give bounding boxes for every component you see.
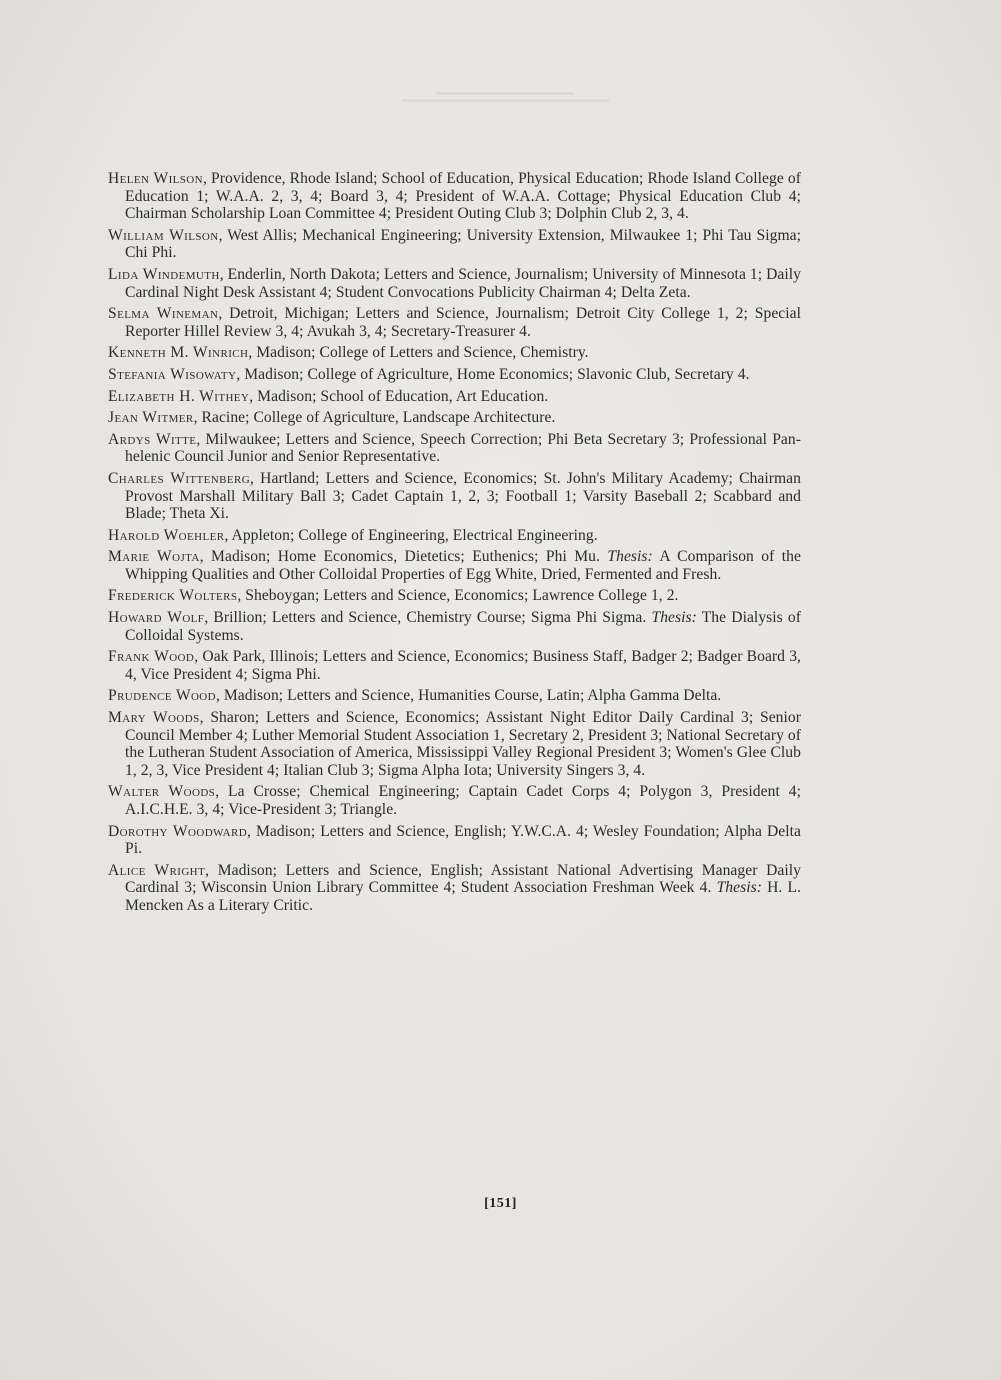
student-name: Howard Wolf: [108, 609, 205, 627]
entry-details: , Madison; College of Agriculture, Home Economics; Slavonic Club, Secretary 4.: [236, 365, 750, 383]
student-name: Frank Wood: [108, 648, 195, 666]
student-name: Jean Witmer: [108, 409, 194, 427]
biography-entry: [108, 170, 801, 223]
biography-entry: [108, 687, 801, 705]
biography-entry: [108, 344, 801, 362]
thesis-label: Thesis:: [716, 879, 762, 897]
entry-details: , Appleton; College of Engineering, Electrical Engineering.: [224, 526, 598, 544]
biography-entry: [108, 609, 801, 644]
biography-entry: [108, 470, 801, 523]
entry-details: , Madison; School of Education, Art Education.: [249, 387, 549, 405]
student-name: Lida Windemuth: [108, 265, 220, 283]
student-name: William Wilson: [108, 226, 219, 244]
entry-details: , Hartland; Letters and Science, Economics; St. John's Military Academy; Chairman Provost Marshall Military Ball 3; Cadet Captain 1, 2, 3; Football 1; Varsity Baseball 2; Scabbard and Blade; Theta Xi.: [125, 469, 801, 523]
student-name: Frederick Wolters: [108, 587, 238, 605]
biography-entry: [108, 366, 801, 384]
bleed-through-header: [390, 88, 620, 108]
thesis-title: The Dialysis of Colloidal Systems.: [125, 609, 802, 644]
biography-entry: [108, 409, 801, 427]
entry-details: , Racine; College of Agriculture, Landscape Architecture.: [193, 409, 556, 427]
biography-entry: [108, 823, 801, 858]
student-name: Alice Wright: [108, 861, 206, 879]
student-name: Ardys Witte: [108, 430, 197, 448]
student-name: Helen Wilson: [108, 170, 203, 187]
entry-details: , Madison; Home Economics, Dietetics; Euthenics; Phi Mu.: [199, 548, 608, 566]
entry-details: , Madison; Letters and Science, English; Assistant National Advertising Manager Daily Cardinal 3; Wisconsin Union Library Committee 4; Student Association Freshman Week 4.: [125, 861, 801, 897]
biography-entry: [108, 587, 801, 605]
entry-details: , Oak Park, Illinois; Letters and Science, Economics; Business Staff, Badger 2; Badger Board 3, 4, Vice President 4; Sigma Phi.: [125, 648, 801, 683]
entry-details: , Enderlin, North Dakota; Letters and Science, Journalism; University of Minnesota 1; Daily Cardinal Night Desk Assistant 4; Student Convocations Publicity Chairman 4; Delta Zeta.: [125, 265, 801, 301]
student-name: Stefania Wisowaty: [108, 365, 237, 383]
entry-details: , Madison; Letters and Science, Humanities Course, Latin; Alpha Gamma Delta.: [215, 687, 722, 705]
thesis-title: A Comparison of the Whipping Qualities and Other Colloidal Properties of Egg White, Dried, Fermented and Fresh.: [125, 548, 801, 583]
thesis-title: H. L. Mencken As a Literary Critic.: [125, 879, 802, 914]
biography-entry: [108, 783, 801, 818]
entry-details: , Milwaukee; Letters and Science, Speech Correction; Phi Beta Secretary 3; Professional Pan-helenic Council Junior and Senior Representative.: [125, 430, 801, 466]
student-name: Marie Wojta: [108, 548, 200, 566]
student-name: Walter Woods: [108, 783, 216, 801]
biography-entry: [108, 709, 801, 779]
student-name: Kenneth M. Winrich: [108, 344, 249, 362]
student-name: Mary Woods: [108, 709, 200, 727]
entry-details: , West Allis; Mechanical Engineering; University Extension, Milwaukee 1; Phi Tau Sigma; Chi Phi.: [125, 226, 801, 262]
student-name: Charles Wittenberg: [108, 469, 251, 487]
biography-entry: [108, 548, 801, 583]
entry-details: , Providence, Rhode Island; School of Education, Physical Education; Rhode Island College of Education 1; W.A.A. 2, 3, 4; Board 3, 4; President of W.A.A. Cottage; Physical Education Club 4; Chairman Scholarship Loan Committee 4; President Outing Club 3; Dolphin Club 2, 3, 4.: [125, 170, 801, 223]
entry-details: , Detroit, Michigan; Letters and Science, Journalism; Detroit City College 1, 2; Special Reporter Hillel Review 3, 4; Avukah 3, 4; Secretary-Treasurer 4.: [125, 305, 801, 340]
student-name: Selma Wineman: [108, 305, 219, 323]
biography-entry: [108, 527, 801, 545]
biography-entry: [108, 862, 801, 915]
entry-details: , Brillion; Letters and Science, Chemistry Course; Sigma Phi Sigma.: [204, 609, 652, 627]
biography-entry: [108, 266, 801, 301]
entry-details: , Sharon; Letters and Science, Economics; Assistant Night Editor Daily Cardinal 3; Senior Council Member 4; Luther Memorial Student Association 1, Secretary 2, President 3; National Secretary of the Lutheran Student Association of America, Mississippi Valley Regional President 3; Women's Glee Club 1, 2, 3, Vice President 4; Italian Club 3; Sigma Alpha Iota; University Singers 3, 4.: [125, 709, 801, 779]
biography-entry: [108, 648, 801, 683]
entry-details: , Sheboygan; Letters and Science, Economics; Lawrence College 1, 2.: [237, 587, 679, 605]
page-number: [151]: [484, 1196, 517, 1211]
entry-details: , Madison; College of Letters and Science, Chemistry.: [248, 344, 589, 362]
biography-entry: [108, 227, 801, 262]
student-name: Prudence Wood: [108, 687, 216, 705]
entry-details: , La Crosse; Chemical Engineering; Captain Cadet Corps 4; Polygon 3, President 4; A.I.C.H.E. 3, 4; Vice-President 3; Triangle.: [125, 783, 801, 818]
entry-details: , Madison; Letters and Science, English; Y.W.C.A. 4; Wesley Foundation; Alpha Delta Pi.: [125, 822, 801, 858]
student-name: Elizabeth H. Withey: [108, 387, 250, 405]
student-name: Harold Woehler: [108, 526, 225, 544]
student-name: Dorothy Woodward: [108, 822, 248, 840]
biography-list: [108, 170, 801, 919]
thesis-label: Thesis:: [651, 609, 697, 627]
biography-entry: [108, 431, 801, 466]
biography-entry: [108, 388, 801, 406]
biography-entry: [108, 305, 801, 340]
thesis-label: Thesis:: [607, 548, 653, 566]
